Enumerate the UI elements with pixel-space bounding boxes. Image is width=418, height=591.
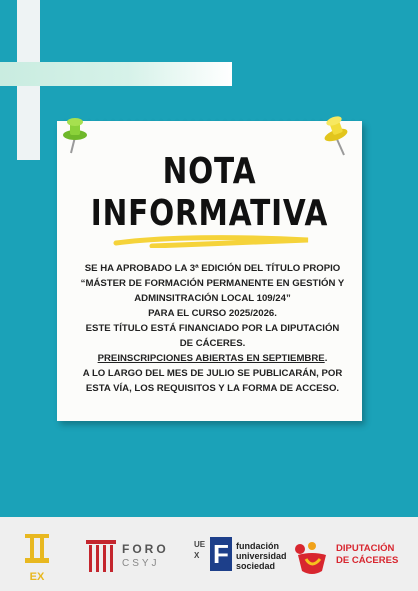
diputacion-line-2: DE CÁCERES [336,555,399,566]
fundacion-line-2: universidad [236,551,287,561]
uex-logo [22,532,52,583]
preinscription-text: PREINSCRIPCIONES ABIERTAS EN SEPTIEMBRE [97,353,325,364]
foro-title: FORO [122,542,169,556]
diputacion-line-1: DIPUTACIÓN [336,543,395,554]
fundacion-line-1: fundación [236,541,279,551]
fundacion-f-box [210,537,232,571]
diputacion-text [336,543,398,567]
foro-subtitle: CSYJ [122,558,160,569]
paragraph-requirements: A LO LARGO DEL MES DE JULIO SE PUBLICARÁN, POR ESTA VÍA, LOS REQUISITOS Y LA FORMA DE ACCESO. [82,368,343,394]
foro-logo [86,540,169,574]
footer-logo-bar [0,517,418,591]
diputacion-logo [292,539,412,579]
paragraph-course: PARA EL CURSO 2025/2026. [148,308,277,319]
decorative-horizontal-bar [0,62,232,86]
foro-columns-icon [86,540,116,574]
fundacion-logo [194,535,294,577]
title-informativa: INFORMATIVA [90,193,329,234]
uex-emblem-icon [22,532,52,566]
yellow-pushpin-icon [322,115,354,157]
fundacion-f-letter: F [213,539,229,569]
diputacion-emblem-icon [292,541,332,577]
paragraph-preinscription [79,351,346,366]
green-pushpin-icon [60,115,90,155]
uex-label: EX [29,571,45,583]
paragraph-approval: SE HA APROBADO LA 3ª EDICIÓN DEL TÍTULO PROPIO “MÁSTER DE FORMACIÓN PERMANENTE EN GESTIÓN Y ADMINSITRACIÓN LOCAL 109/24” [80,263,345,304]
fundacion-line-3: sociedad [236,561,276,571]
title-nota: NOTA [162,151,257,192]
preinscription-period: . [324,353,328,364]
fundacion-side-mark: UEX [194,540,206,560]
paragraph-funding: ESTE TÍTULO ESTÁ FINANCIADO POR LA DIPUTACIÓN DE CÁCERES. [85,323,340,349]
fundacion-text [236,541,287,571]
yellow-underline-stroke [112,234,312,248]
notice-body [79,261,346,396]
notice-card [57,121,362,421]
